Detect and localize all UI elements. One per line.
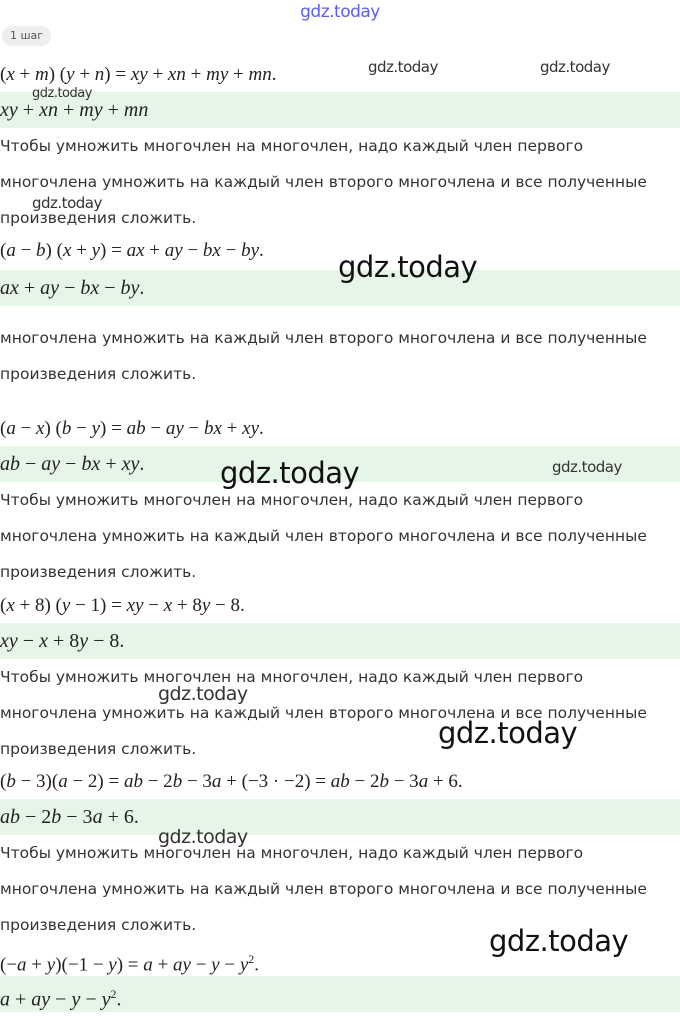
rule-line-2: многочлена умножить на каждый член второго многочлена и все полученные bbox=[0, 173, 647, 191]
watermark: gdz.today bbox=[32, 194, 102, 212]
watermark: gdz.today bbox=[158, 826, 248, 848]
answer-5: ab − 2b − 3a + 6. bbox=[0, 799, 680, 835]
watermark: gdz.today bbox=[368, 58, 438, 76]
answer-6: a + ay − $y - y^2$. bbox=[0, 976, 680, 1012]
answer-2: ax + ay − bx − by. bbox=[0, 270, 680, 306]
expression-2: (a − b) (x + y) = ax + ay − bx − by. bbox=[0, 240, 264, 261]
rule-paragraph-4 bbox=[0, 659, 680, 767]
expression-1: (x + m) (y + n) = xy + xn + my + mn. bbox=[0, 64, 277, 85]
watermark: gdz.today bbox=[552, 458, 622, 476]
step-badge: 1 шаг bbox=[2, 26, 51, 46]
expression-5: (b − 3)(a − 2) = ab − 2b − 3a + (−3 · −2) = ab − 2b − 3a + 6. bbox=[0, 771, 463, 792]
watermark: gdz.today bbox=[489, 924, 629, 958]
watermark: gdz.today bbox=[32, 86, 92, 101]
site-watermark-top: gdz.today bbox=[300, 2, 380, 22]
rule-paragraph-1 bbox=[0, 128, 680, 236]
answer-3: ab − ay − bx + xy. bbox=[0, 446, 680, 482]
rule-line-1: Чтобы умножить многочлен на многочлен, надо каждый член первого bbox=[0, 668, 584, 686]
rule-line-3: произведения сложить. bbox=[0, 365, 197, 383]
rule-paragraph-2 bbox=[0, 320, 680, 392]
rule-paragraph-3 bbox=[0, 482, 680, 590]
rule-line-1: Чтобы умножить многочлен на многочлен, надо каждый член первого bbox=[0, 137, 584, 155]
rule-line-3: произведения сложить. bbox=[0, 916, 197, 934]
rule-line-3: произведения сложить. bbox=[0, 740, 197, 758]
expression-3: (a − x) (b − y) = ab − ay − bx + xy. bbox=[0, 418, 264, 439]
rule-line-1: Чтобы умножить многочлен на многочлен, надо каждый член первого bbox=[0, 491, 584, 509]
rule-line-3: произведения сложить. bbox=[0, 563, 197, 581]
watermark: gdz.today bbox=[338, 250, 478, 284]
rule-line-3: произведения сложить. bbox=[0, 209, 197, 227]
rule-line-2: многочлена умножить на каждый член второго многочлена и все полученные bbox=[0, 704, 647, 722]
expression-4: (x + 8) (y − 1) = xy − x + 8y − 8. bbox=[0, 595, 245, 616]
rule-line-2: многочлена умножить на каждый член второго многочлена и все полученные bbox=[0, 527, 647, 545]
rule-line-2: многочлена умножить на каждый член второго многочлена и все полученные bbox=[0, 880, 647, 898]
rule-line-2: многочлена умножить на каждый член второго многочлена и все полученные bbox=[0, 329, 647, 347]
answer-4: xy − x + 8y − 8. bbox=[0, 623, 680, 659]
watermark: gdz.today bbox=[158, 683, 248, 705]
expression-6: (−a + y)(−1 − y) = a + ay − $y - y^2$. bbox=[0, 952, 259, 976]
rule-line-1: Чтобы умножить многочлен на многочлен, надо каждый член первого bbox=[0, 844, 584, 862]
watermark: gdz.today bbox=[220, 456, 360, 490]
watermark: gdz.today bbox=[438, 716, 578, 750]
watermark: gdz.today bbox=[540, 58, 610, 76]
answer-1: xy + xn + my + mn bbox=[0, 92, 680, 128]
